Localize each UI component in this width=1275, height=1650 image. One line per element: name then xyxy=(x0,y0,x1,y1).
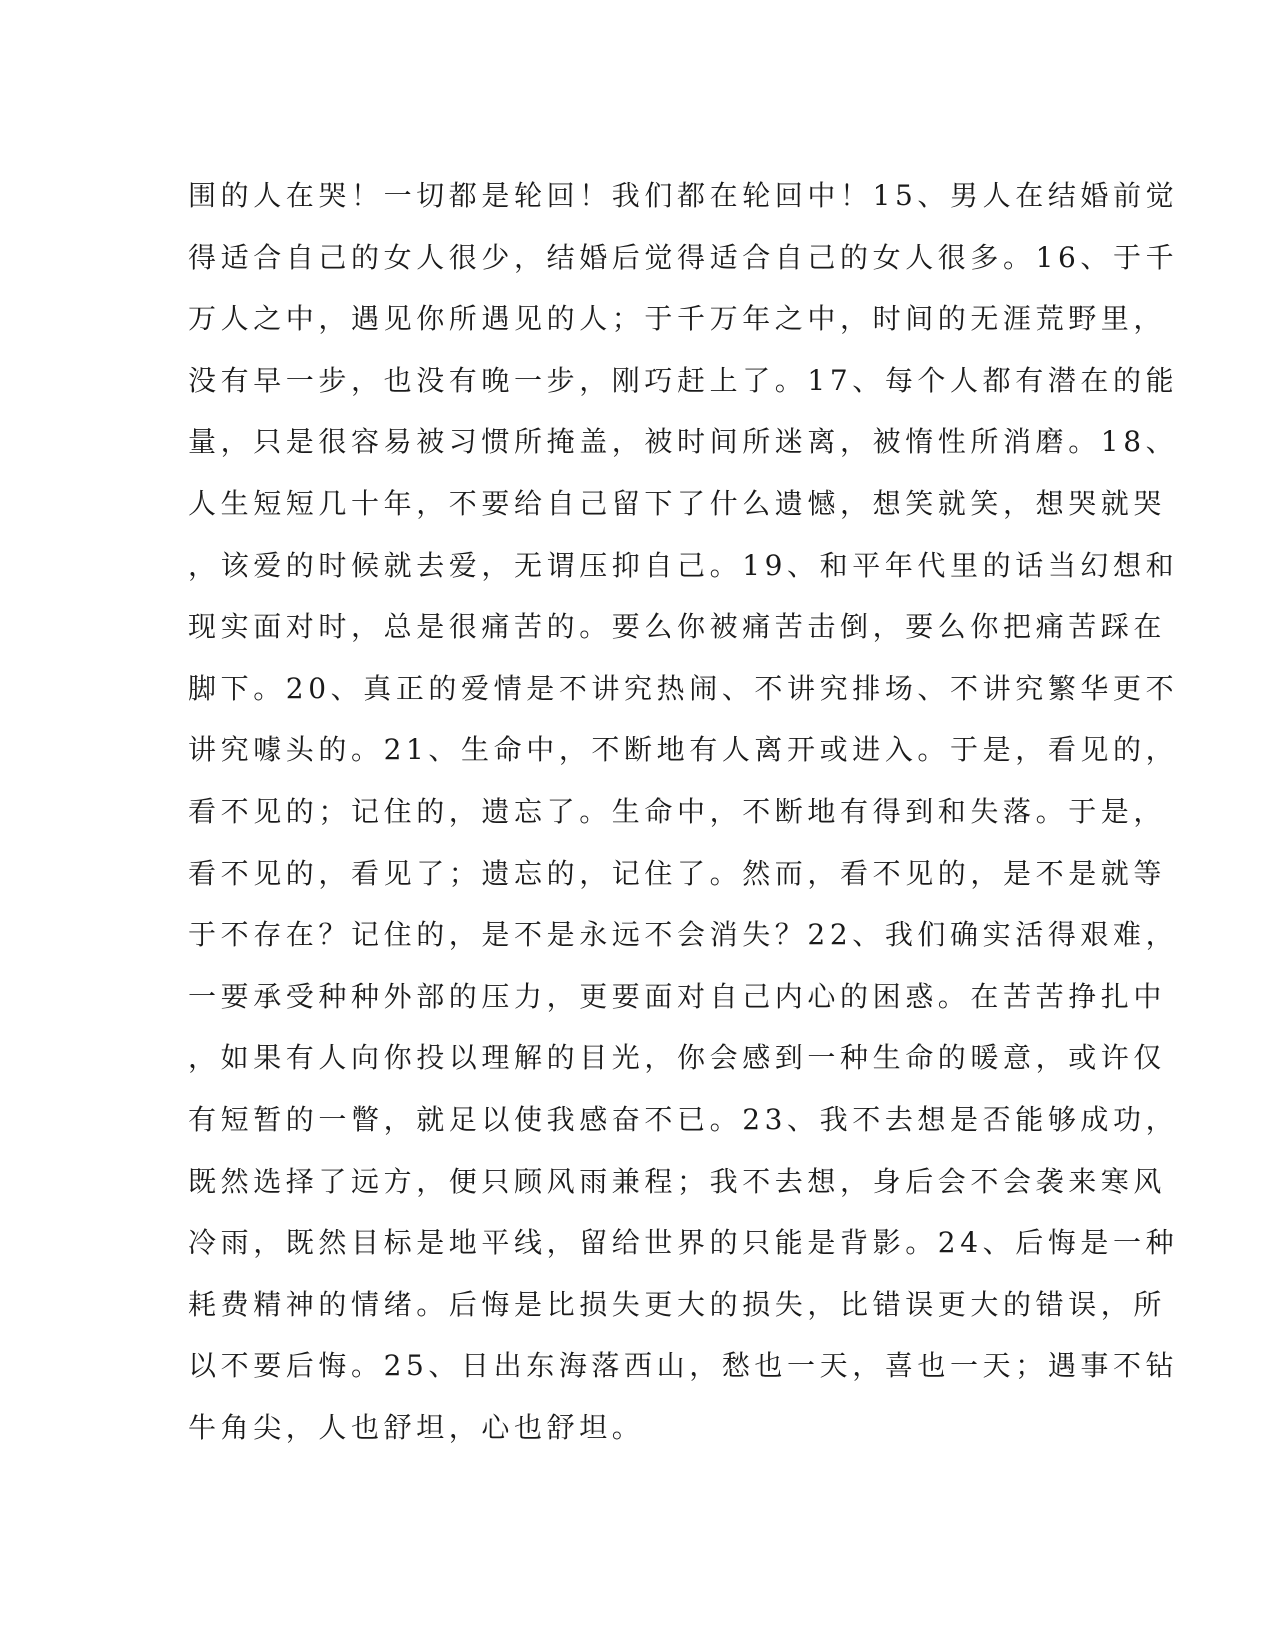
text-line: 量，只是很容易被习惯所掩盖，被时间所迷离，被惰性所消磨。18、 xyxy=(188,425,1179,459)
text-line: 没有早一步，也没有晚一步，刚巧赶上了。17、每个人都有潜在的能 xyxy=(188,363,1179,397)
text-line: 现实面对时，总是很痛苦的。要么你被痛苦击倒，要么你把痛苦踩在 xyxy=(188,610,1167,644)
text-line: 看不见的，看见了；遗忘的，记住了。然而，看不见的，是不是就等 xyxy=(188,856,1167,890)
text-line: 讲究噱头的。21、生命中，不断地有人离开或进入。于是，看见的， xyxy=(188,733,1179,767)
text-line: 看不见的；记住的，遗忘了。生命中，不断地有得到和失落。于是， xyxy=(188,794,1167,828)
text-line: ，该爱的时候就去爱，无谓压抑自己。19、和平年代里的话当幻想和 xyxy=(188,548,1179,582)
text-line: 围的人在哭！一切都是轮回！我们都在轮回中！15、男人在结婚前觉 xyxy=(188,179,1179,212)
text-line: ，如果有人向你投以理解的目光，你会感到一种生命的暖意，或许仅 xyxy=(188,1041,1167,1075)
text-line: 冷雨，既然目标是地平线，留给世界的只能是背影。24、后悔是一种 xyxy=(188,1226,1179,1260)
text-line: 耗费精神的情绪。后悔是比损失更大的损失，比错误更大的错误，所 xyxy=(188,1287,1167,1321)
text-line: 脚下。20、真正的爱情是不讲究热闹、不讲究排场、不讲究繁华更不 xyxy=(188,671,1179,705)
body-text xyxy=(188,165,1179,1458)
text-line: 牛角尖，人也舒坦，心也舒坦。 xyxy=(188,1410,645,1444)
text-line: 得适合自己的女人很少，结婚后觉得适合自己的女人很多。16、于千 xyxy=(188,240,1179,274)
text-line: 一要承受种种外部的压力，更要面对自己内心的困惑。在苦苦挣扎中 xyxy=(188,979,1167,1013)
text-line: 于不存在？记住的，是不是永远不会消失？22、我们确实活得艰难， xyxy=(188,918,1179,952)
text-line: 既然选择了远方，便只顾风雨兼程；我不去想，身后会不会袭来寒风 xyxy=(188,1164,1167,1198)
text-line: 以不要后悔。25、日出东海落西山，愁也一天，喜也一天；遇事不钻 xyxy=(188,1349,1179,1383)
text-line: 人生短短几十年，不要给自己留下了什么遗憾，想笑就笑，想哭就哭 xyxy=(188,486,1167,520)
text-line: 万人之中，遇见你所遇见的人；于千万年之中，时间的无涯荒野里， xyxy=(188,302,1167,336)
text-line: 有短暂的一瞥，就足以使我感奋不已。23、我不去想是否能够成功， xyxy=(188,1102,1179,1136)
